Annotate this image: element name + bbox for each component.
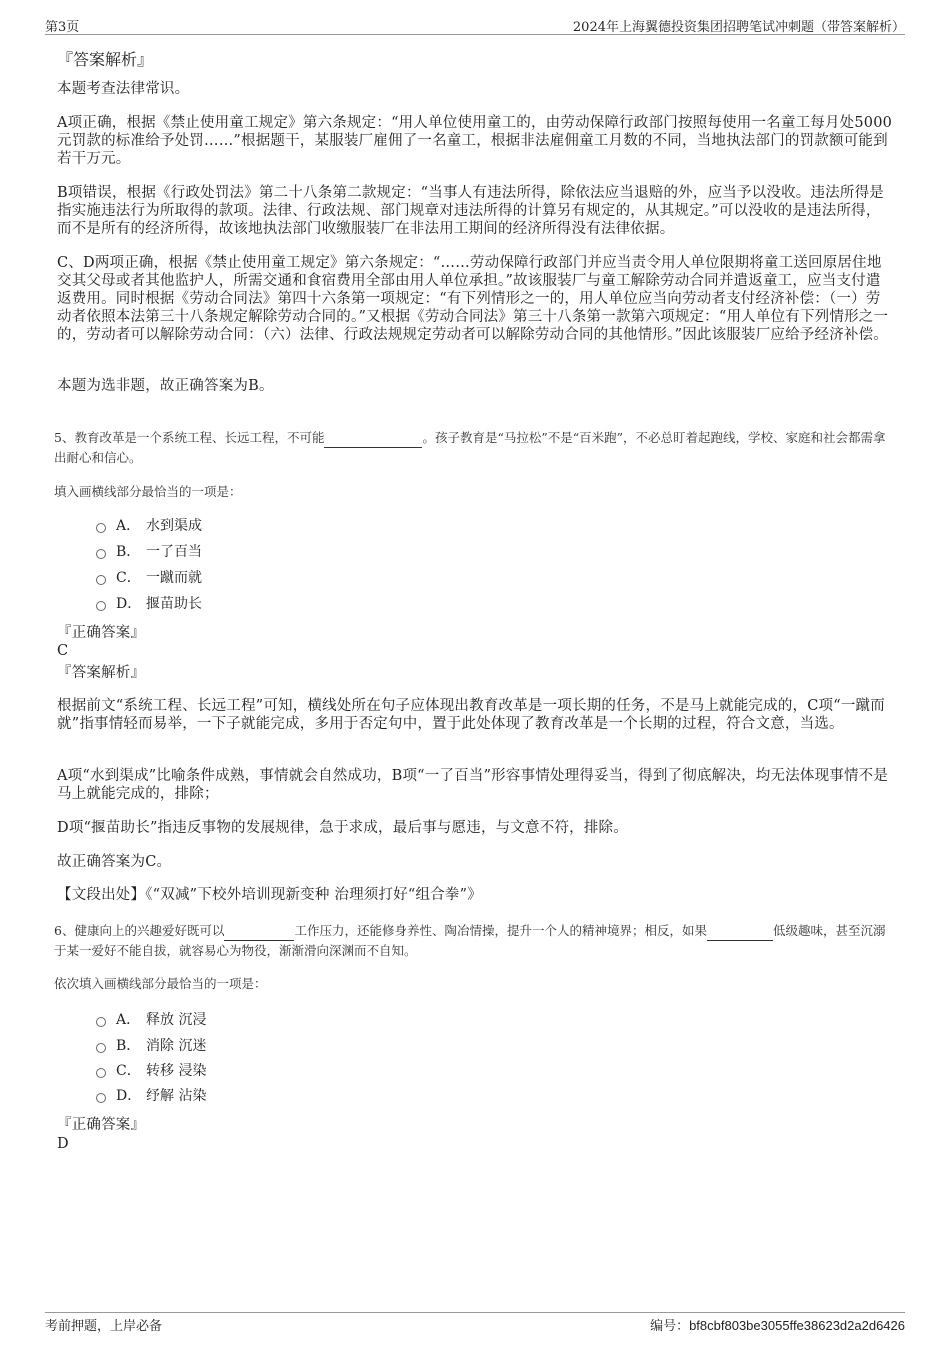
q6-option-c[interactable] — [96, 1061, 206, 1081]
option-letter: D． — [116, 596, 142, 612]
q5-blank — [324, 433, 422, 448]
q5-analysis-title: 『答案解析』 — [57, 665, 146, 681]
option-text: 揠苗助长 — [146, 596, 202, 612]
document-title: 2024年上海翼德投资集团招聘笔试冲刺题（带答案解析） — [572, 20, 905, 35]
radio-icon[interactable] — [96, 601, 106, 611]
code-value: bf8cbf803be3055ffe38623d2a2d6426 — [689, 1318, 905, 1333]
option-letter: B． — [116, 1038, 141, 1054]
q6-stem — [54, 921, 896, 961]
radio-icon[interactable] — [96, 549, 106, 559]
option-text: 一蹴而就 — [146, 570, 202, 586]
q6-blank-2 — [707, 926, 773, 941]
q5-analysis-p1: 根据前文“系统工程、长远工程”可知，横线处所在句子应体现出教育改革是一项长期的任务，不是马上就能完成的，C项“一蹴而就”指事情轻而易举，一下子就能完成，多用于否定句中，置于此处体现了教育改革是一个长期的过程，符合文意，当选。 — [57, 698, 885, 732]
option-text: 一了百当 — [146, 544, 202, 560]
q5-option-c[interactable] — [96, 568, 202, 588]
radio-icon[interactable] — [96, 575, 106, 585]
q6-option-a[interactable] — [96, 1010, 206, 1030]
option-letter: A． — [116, 518, 141, 534]
q6-stem-a: 6、健康向上的兴趣爱好既可以 — [54, 923, 225, 938]
q5-analysis-p3: D项“揠苗助长”指违反事物的发展规律，急于求成，最后事与愿违，与文意不符，排除。 — [57, 820, 628, 836]
q5-stem-before: 5、教育改革是一个系统工程、长远工程，不可能 — [54, 430, 325, 445]
q5-option-a[interactable] — [96, 516, 202, 536]
radio-icon[interactable] — [96, 1043, 106, 1053]
option-letter: D． — [116, 1088, 142, 1104]
q4-analysis-p3: B项错误，根据《行政处罚法》第二十八条第二款规定：“当事人有违法所得，除依法应当退赔的外，应当予以没收。违法所得是指实施违法行为所取得的款项。法律、行政法规、部门规章对违法所得的计算另有规定的，从其规定。”可以没收的是违法所得，而不是所有的经济所得，故该地执法部门收缴服装厂在非法用工期间的经济所得没有法律依据。 — [57, 185, 884, 237]
q6-answer: D — [57, 1136, 69, 1152]
q4-analysis-p5: 本题为选非题，故正确答案为B。 — [57, 378, 274, 394]
radio-icon[interactable] — [96, 1068, 106, 1078]
option-text: 消除 沉迷 — [146, 1038, 207, 1054]
option-text: 纾解 沾染 — [146, 1088, 207, 1104]
footer-slogan: 考前押题，上岸必备 — [45, 1319, 163, 1334]
page-number: 第3页 — [45, 20, 80, 35]
code-label: 编号： — [650, 1319, 690, 1334]
page-footer — [45, 1312, 905, 1333]
q5-analysis-p4: 故正确答案为C。 — [57, 854, 172, 870]
q5-stem-after: 。孩子教育是“马拉松”不是“百米跑”，不必总盯着起跑线，学校、家庭和社会都需拿出耐心和信心。 — [54, 430, 886, 465]
radio-icon[interactable] — [96, 523, 106, 533]
q6-instruction: 依次填入画横线部分最恰当的一项是： — [54, 976, 267, 991]
q4-analysis-p4: C、D两项正确，根据《禁止使用童工规定》第六条规定：“……劳动保障行政部门并应当责令用人单位限期将童工送回原居住地交其父母或者其他监护人，所需交通和食宿费用全部由用人单位承担。”故该服装厂与童工解除劳动合同并遣返童工，应当支付遣返费用。同时根据《劳动合同法》第四十六条第一项规定：“有下列情形之一的，用人单位应当向劳动者支付经济补偿：（一）劳动者依照本法第三十八条规定解除劳动合同的。”又根据《劳动合同法》第三十八条第一款第六项规定：“用人单位有下列情形之一的，劳动者可以解除劳动合同：（六）法律、行政法规规定劳动者可以解除劳动合同的其他情形。”因此该服装厂应给予经济补偿。 — [57, 255, 889, 343]
q5-option-b[interactable] — [96, 542, 202, 562]
q5-analysis-p2: A项“水到渠成”比喻条件成熟，事情就会自然成功，B项“一了百当”形容事情处理得妥当，得到了彻底解决，均无法体现事情不是马上就能完成的，排除； — [57, 768, 889, 802]
q5-instruction: 填入画横线部分最恰当的一项是： — [54, 484, 242, 499]
option-letter: C． — [116, 570, 141, 586]
q4-analysis-p1: 本题考查法律常识。 — [57, 81, 190, 97]
option-text: 释放 沉浸 — [146, 1012, 207, 1028]
radio-icon[interactable] — [96, 1017, 106, 1027]
q6-option-d[interactable] — [96, 1086, 206, 1106]
q5-source: 【文段出处】《“双减”下校外培训现新变种 治理须打好“组合拳”》 — [57, 887, 482, 903]
option-letter: B． — [116, 544, 141, 560]
q4-analysis-p2: A项正确，根据《禁止使用童工规定》第六条规定：“用人单位使用童工的，由劳动保障行政部门按照每使用一名童工每月处5000元罚款的标准给予处罚……”根据题干，某服装厂雇佣了一名童工，根据非法雇佣童工月数的不同，当地执法部门的罚款额可能到若干万元。 — [57, 115, 893, 167]
document-code — [650, 1315, 905, 1334]
q6-answer-title: 『正确答案』 — [57, 1117, 146, 1133]
page-header — [45, 14, 905, 35]
option-letter: A． — [116, 1012, 141, 1028]
q4-analysis-title: 『答案解析』 — [57, 50, 154, 69]
q5-option-d[interactable] — [96, 594, 202, 614]
q6-blank-1 — [224, 926, 294, 941]
q5-answer-title: 『正确答案』 — [57, 625, 146, 641]
option-letter: C． — [116, 1063, 141, 1079]
q6-stem-b: 工作压力，还能修身养性、陶冶情操，提升一个人的精神境界；相反，如果 — [294, 923, 707, 938]
q5-stem — [54, 428, 896, 468]
option-text: 转移 浸染 — [146, 1063, 207, 1079]
radio-icon[interactable] — [96, 1093, 106, 1103]
option-text: 水到渠成 — [146, 518, 202, 534]
q6-option-b[interactable] — [96, 1036, 206, 1056]
q6-stem-c: 低级趣味，甚至沉溺于某一爱好不能自拔，就容易心为物役，渐渐滑向深渊而不自知。 — [54, 923, 886, 958]
q5-answer: C — [57, 643, 69, 659]
